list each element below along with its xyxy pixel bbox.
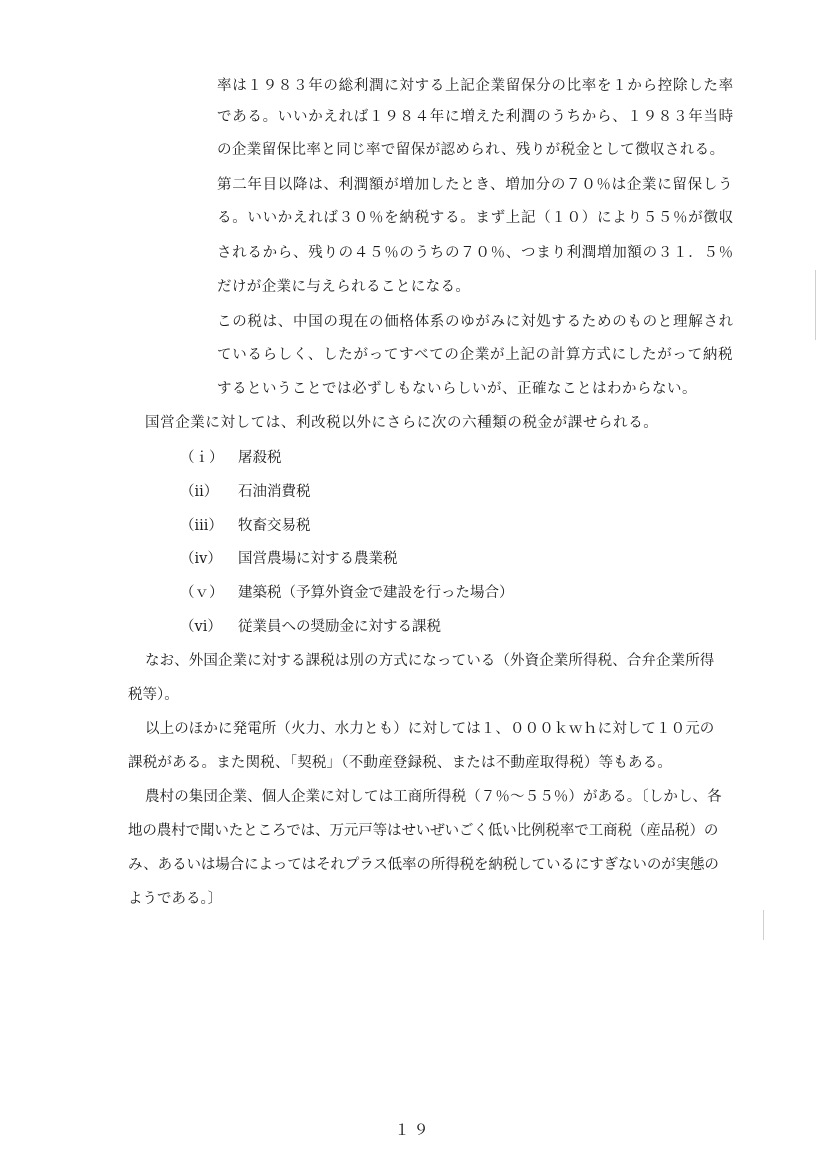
tax-item-number: （ｉ） bbox=[180, 450, 224, 466]
para2-line-1: 第二年目以降は、利潤額が増加したとき、増加分の７０％は企業に留保しう bbox=[217, 177, 734, 193]
tax-item-label: 牧畜交易税 bbox=[238, 518, 311, 534]
para6-line-3: み、あるいは場合によってはそれプラス低率の所得税を納税しているにすぎないのが実態の bbox=[128, 857, 719, 873]
para6-line-2: 地の農村で聞いたところでは、万元戸等はせいぜいごく低い比例税率で工商税（産品税）の bbox=[128, 823, 719, 839]
tax-item-label: 屠殺税 bbox=[238, 450, 282, 466]
para6-line-4: ようである。〕 bbox=[128, 891, 223, 907]
tax-item-label: 従業員への奨励金に対する課税 bbox=[238, 619, 441, 635]
page-number: １９ bbox=[394, 1121, 433, 1139]
para4-line-2: 税等）。 bbox=[128, 687, 179, 703]
tax-item-label: 国営農場に対する農業税 bbox=[238, 551, 398, 567]
para2-line-3: されるから、残りの４５％のうちの７０％、つまり利潤増加額の３１．５％ bbox=[217, 245, 734, 261]
tax-item-label: 石油消費税 bbox=[238, 484, 311, 500]
scan-mark bbox=[815, 270, 816, 340]
para2-line-4: だけが企業に与えられることになる。 bbox=[217, 279, 471, 295]
tax-item-number: （ii） bbox=[180, 484, 219, 500]
tax-item-number: （vi） bbox=[180, 619, 222, 635]
tax-item-number: （iii） bbox=[180, 518, 223, 534]
para3-line-3: するということでは必ずしもないらしいが、正確なことはわからない。 bbox=[217, 381, 697, 397]
para6-line-1: 農村の集団企業、個人企業に対しては工商所得税（７％〜５５％）がある。〔しかし、各 bbox=[145, 789, 722, 805]
tax-item-number: （iv） bbox=[180, 551, 222, 567]
para3-line-1: この税は、中国の現在の価格体系のゆがみに対処するためのものと理解され bbox=[217, 314, 734, 330]
para5-line-1: 以上のほかに発電所（火力、水力とも）に対しては１、０００ｋｗｈに対して１０元の bbox=[145, 721, 715, 737]
tax-item-2 bbox=[180, 482, 311, 502]
scan-mark bbox=[763, 910, 764, 940]
para1-line-1: 率は１９８３年の総利潤に対する上記企業留保分の比率を１から控除した率 bbox=[217, 78, 734, 94]
para4-line-1: なお、外国企業に対する課税は別の方式になっている（外資企業所得税、合弁企業所得 bbox=[145, 653, 715, 669]
para1-line-2: である。いいかえれば１９８４年に増えた利潤のうちから、１９８３年当時 bbox=[217, 109, 734, 125]
tax-item-3 bbox=[180, 516, 311, 536]
tax-item-number: （ｖ） bbox=[180, 585, 224, 601]
tax-item-1 bbox=[180, 448, 282, 468]
para2-line-2: る。いいかえれば３０％を納税する。まず上記（１０）により５５％が徴収 bbox=[217, 210, 734, 226]
para5-line-2: 課税がある。また関税、「契税」（不動産登録税、または不動産取得税）等もある。 bbox=[128, 755, 673, 771]
para1-line-3: の企業留保比率と同じ率で留保が認められ、残りが税金として徴収される。 bbox=[217, 142, 725, 158]
tax-list-intro: 国営企業に対しては、利改税以外にさらに次の六種類の税金が課せられる。 bbox=[145, 415, 659, 431]
tax-item-5 bbox=[180, 583, 514, 603]
para3-line-2: ているらしく、したがってすべての企業が上記の計算方式にしたがって納税 bbox=[217, 347, 734, 363]
tax-item-4 bbox=[180, 549, 398, 569]
tax-item-6 bbox=[180, 617, 441, 637]
tax-item-label: 建築税（予算外資金で建設を行った場合） bbox=[238, 585, 514, 601]
